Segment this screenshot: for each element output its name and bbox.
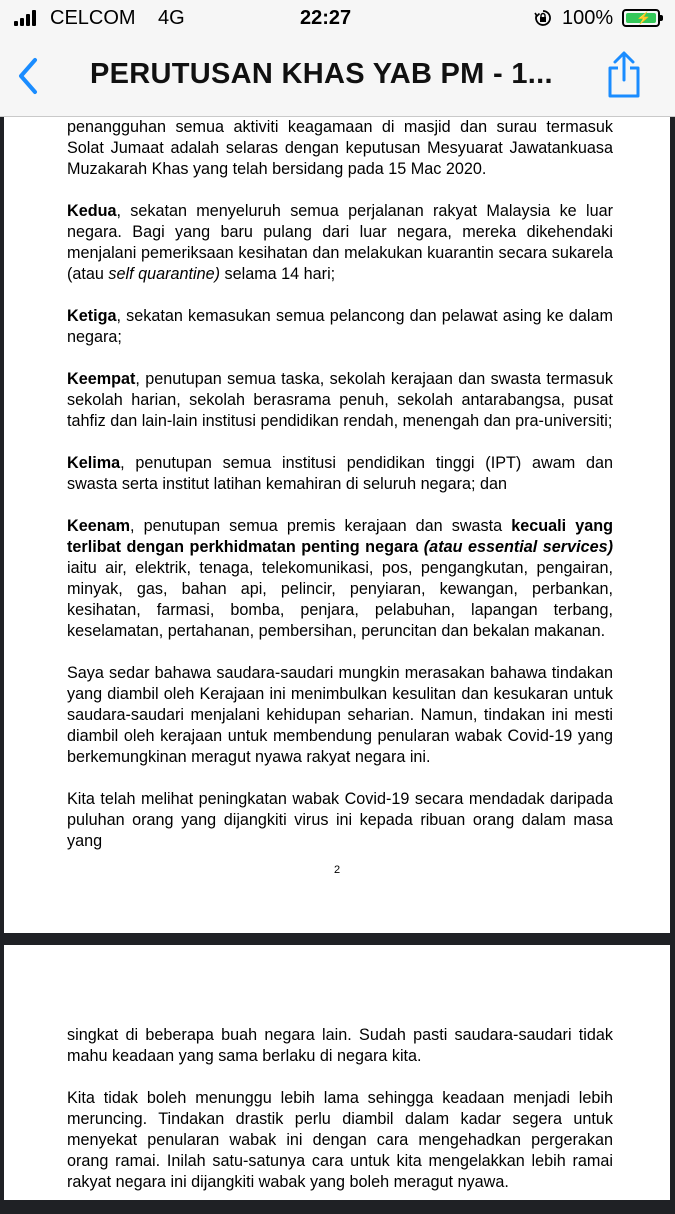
paragraph-keempat: Keempat, penutupan semua taska, sekolah kerajaan dan swasta termasuk sekolah harian, sekolah berasrama penuh, sekolah antarabangsa, pusat tahfiz dan lain-lain institusi pendidikan rendah, menengah dan pra-universiti; (67, 370, 613, 430)
page-number: 2 (333, 864, 341, 876)
page-body (67, 117, 613, 873)
network-type: 4G (158, 7, 185, 29)
navigation-bar (0, 36, 675, 117)
paragraph-ketiga: Ketiga, sekatan kemasukan semua pelancong dan pelawat asing ke dalam negara; (67, 307, 613, 346)
paragraph-keenam: Keenam, penutupan semua premis kerajaan dan swasta kecuali yang terlibat dengan perkhidmatan penting negara (atau essential services) iaitu air, elektrik, tenaga, telekomunikasi, pos, pengangkutan, pengairan, minyak, gas, bahan api, pelincir, penyiaran, kewangan, perbankan, kesihatan, farmasi, bomba, penjara, pelabuhan, lapangan terbang, keselamatan, pertahanan, pembersihan, peruncitan dan bekalan makanan. (67, 517, 613, 640)
paragraph: singkat di beberapa buah negara lain. Sudah pasti saudara-saudari tidak mahu keadaan yang sama berlaku di negara kita. (67, 1026, 613, 1065)
document-page-3[interactable] (4, 945, 670, 1200)
page-body (67, 1025, 613, 1214)
paragraph: Kita telah melihat peningkatan wabak Covid-19 secara mendadak daripada puluhan orang yang dijangkiti virus ini kepada ribuan orang dalam masa yang (67, 790, 613, 850)
battery-charging-icon: ⚡ (622, 9, 660, 27)
signal-icon (14, 10, 40, 26)
clock: 22:27 (300, 7, 352, 29)
paragraph: Saya sedar bahawa saudara-saudari mungkin merasakan bahawa tindakan yang diambil oleh Kerajaan ini menimbulkan kesulitan dan kesukaran untuk saudara-saudari menjalani kehidupan seharian. Namun, tindakan ini mesti diambil oleh kerajaan untuk membendung penularan wabak Covid-19 yang berkemungkinan meragut nyawa rakyat negara ini. (67, 664, 613, 766)
paragraph-kelima: Kelima, penutupan semua institusi pendidikan tinggi (IPT) awam dan swasta serta institut latihan kemahiran di seluruh negara; dan (67, 454, 613, 493)
status-bar (0, 0, 675, 36)
document-page-2[interactable] (4, 117, 670, 933)
document-title: PERUTUSAN KHAS YAB PM - 1... (90, 58, 553, 90)
paragraph: penangguhan semua aktiviti keagamaan di masjid dan surau termasuk Solat Jumaat adalah selaras dengan keputusan Mesyuarat Jawatankuasa Muzakarah Khas yang telah bersidang pada 15 Mac 2020. (67, 118, 613, 178)
battery-percentage: 100% (562, 7, 614, 29)
paragraph: Kita tidak boleh menunggu lebih lama sehingga keadaan menjadi lebih meruncing. Tindakan drastik perlu diambil dalam kadar segera untuk menyekat penularan wabak ini dengan cara mengehadkan pergerakan orang ramai. Inilah satu-satunya cara untuk kita mengelakkan lebih ramai rakyat negara ini dijangkiti wabak yang boleh meragut nyawa. (67, 1089, 613, 1191)
back-chevron-icon[interactable] (14, 56, 42, 96)
share-icon[interactable] (604, 50, 644, 100)
orientation-lock-icon (534, 9, 552, 27)
carrier-name: CELCOM (50, 7, 136, 29)
paragraph-kedua: Kedua, sekatan menyeluruh semua perjalanan rakyat Malaysia ke luar negara. Bagi yang baru pulang dari luar negara, mereka dikehendaki menjalani pemeriksaan kesihatan dan melakukan kuarantin secara sukarela (atau self quarantine) selama 14 hari; (67, 202, 613, 283)
